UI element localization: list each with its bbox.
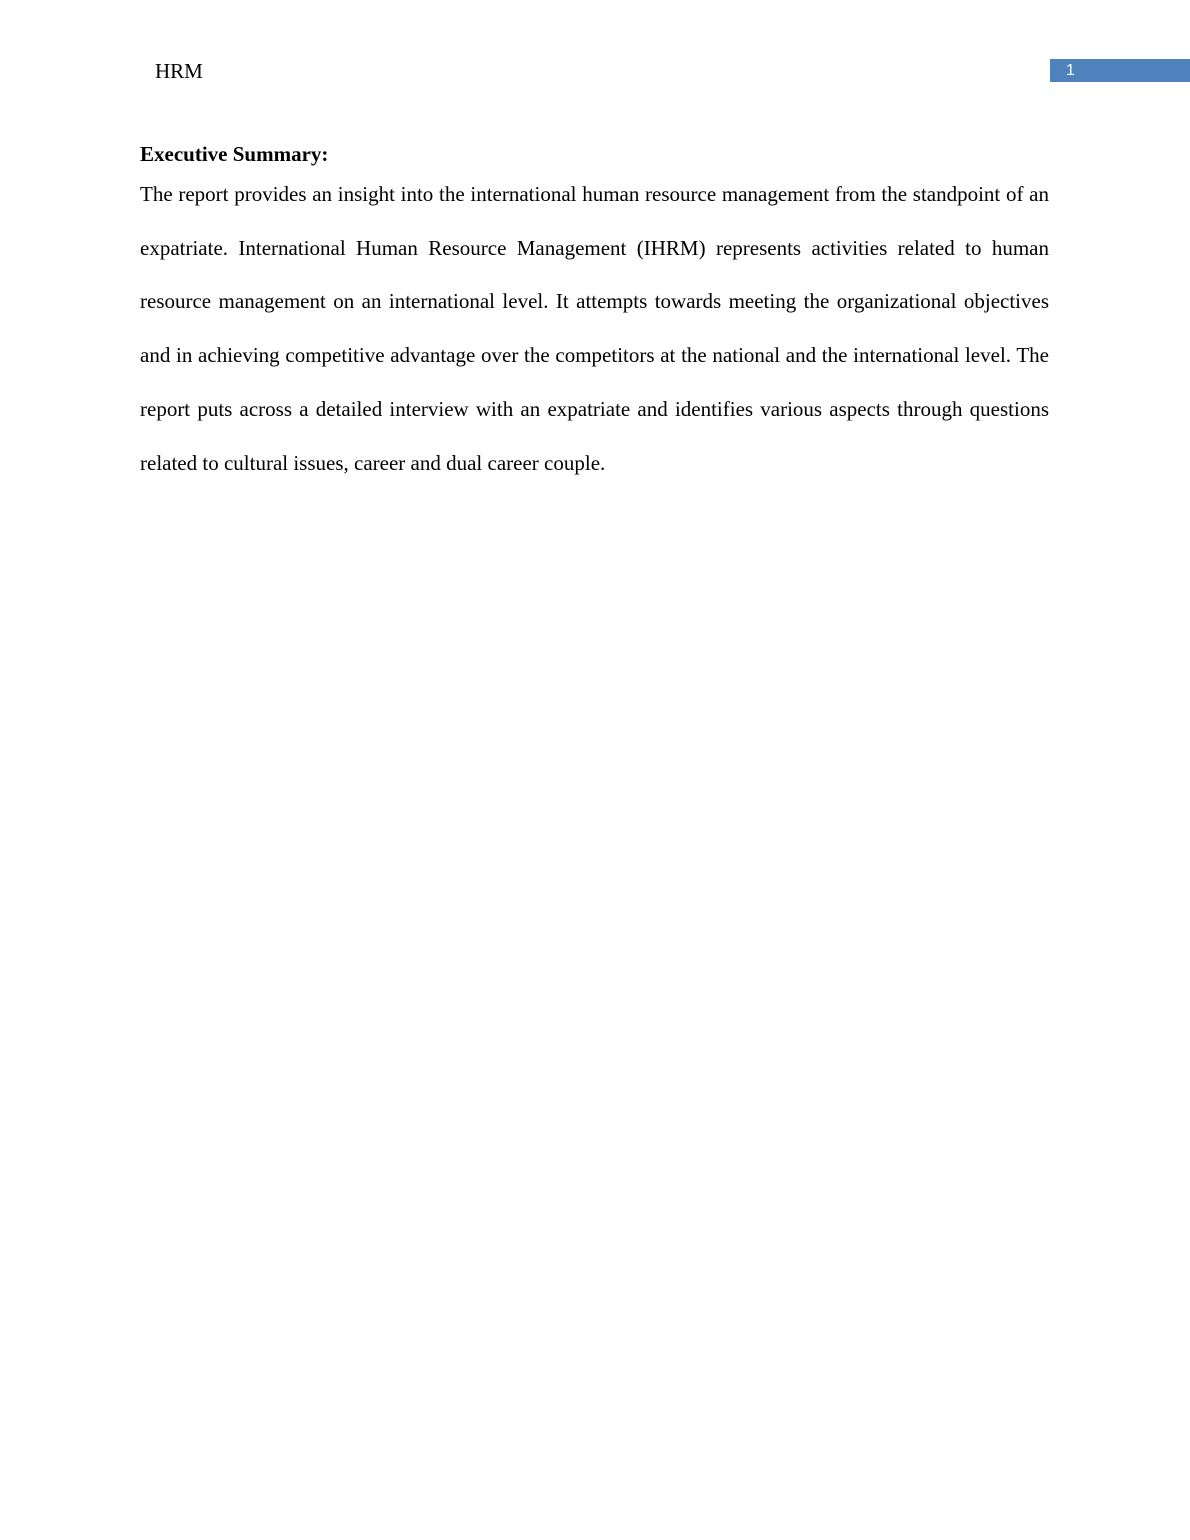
header-title: HRM (155, 59, 203, 83)
summary-paragraph: The report provides an insight into the international human resource management from the standpoint of an expatriate. International Human Resource Management (IHRM) represents activities related to human resource management on an international level. It attempts towards meeting the organizational objectives and in achieving competitive advantage over the competitors at the national and the international level. The report puts across a detailed interview with an expatriate and identifies various aspects through questions related to cultural issues, career and dual career couple. (140, 182, 1049, 475)
page-number: 1 (1066, 62, 1075, 79)
document-body (140, 140, 1049, 490)
section-heading: Executive Summary: (140, 142, 329, 166)
page-number-badge (1050, 59, 1190, 82)
